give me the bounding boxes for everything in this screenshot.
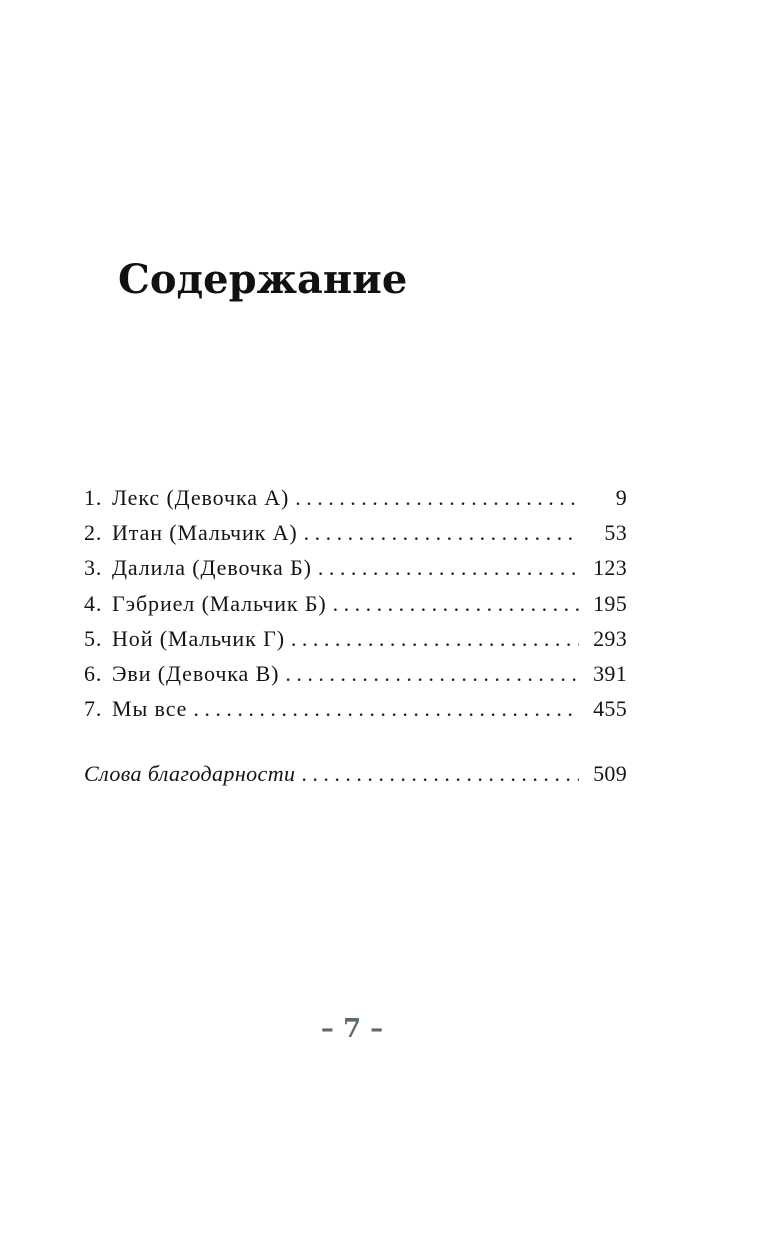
table-of-contents (84, 480, 627, 792)
toc-entry-title: Слова благодарности (84, 761, 296, 787)
toc-entry-page: 9 (615, 485, 627, 510)
dot-leader (304, 515, 579, 550)
dot-leader (333, 586, 579, 621)
toc-entry-title: Эви (Девочка В) (112, 660, 280, 686)
dot-leader (318, 550, 579, 585)
toc-entry-page: 123 (593, 555, 627, 581)
dot-leader (295, 480, 579, 515)
toc-entry-title: Итан (Мальчик А) (112, 520, 298, 546)
toc-entry-number: 6. (84, 660, 103, 686)
toc-entry-4[interactable] (84, 586, 627, 621)
toc-entry-number: 7. (84, 696, 103, 722)
toc-entry-page: 53 (604, 520, 627, 546)
toc-entry-2[interactable] (84, 515, 627, 550)
toc-entry-title: Гэбриел (Мальчик Б) (112, 590, 327, 616)
toc-entry-page: 195 (593, 590, 627, 616)
dot-leader (193, 691, 579, 726)
toc-entry-page: 509 (593, 761, 627, 787)
toc-entry-5[interactable] (84, 621, 627, 656)
toc-entry-number: 4. (84, 590, 103, 616)
toc-entry-title: Мы все (112, 696, 188, 722)
toc-entry-number: 2. (84, 520, 103, 546)
toc-entry-7[interactable] (84, 691, 627, 726)
toc-entry-acknowledgements[interactable] (84, 756, 627, 791)
toc-entry-page: 455 (593, 696, 627, 722)
toc-entry-number: 3. (84, 555, 103, 581)
dot-leader (285, 656, 579, 691)
toc-entry-number: 1. (84, 485, 103, 510)
page-number: – 7 – (320, 1014, 384, 1044)
toc-entry-page: 391 (593, 660, 627, 686)
dot-leader (301, 756, 579, 791)
toc-entry-title: Ной (Мальчик Г) (112, 625, 285, 651)
toc-entry-title: Лекс (Девочка А) (112, 485, 290, 510)
toc-entry-page: 293 (593, 625, 627, 651)
toc-entry-6[interactable] (84, 656, 627, 691)
dot-leader (291, 621, 579, 656)
toc-entry-number: 5. (84, 625, 103, 651)
toc-entry-1[interactable] (84, 480, 627, 515)
toc-entry-title: Далила (Девочка Б) (112, 555, 312, 581)
toc-entry-3[interactable] (84, 550, 627, 585)
page-title: Содержание (118, 256, 408, 303)
